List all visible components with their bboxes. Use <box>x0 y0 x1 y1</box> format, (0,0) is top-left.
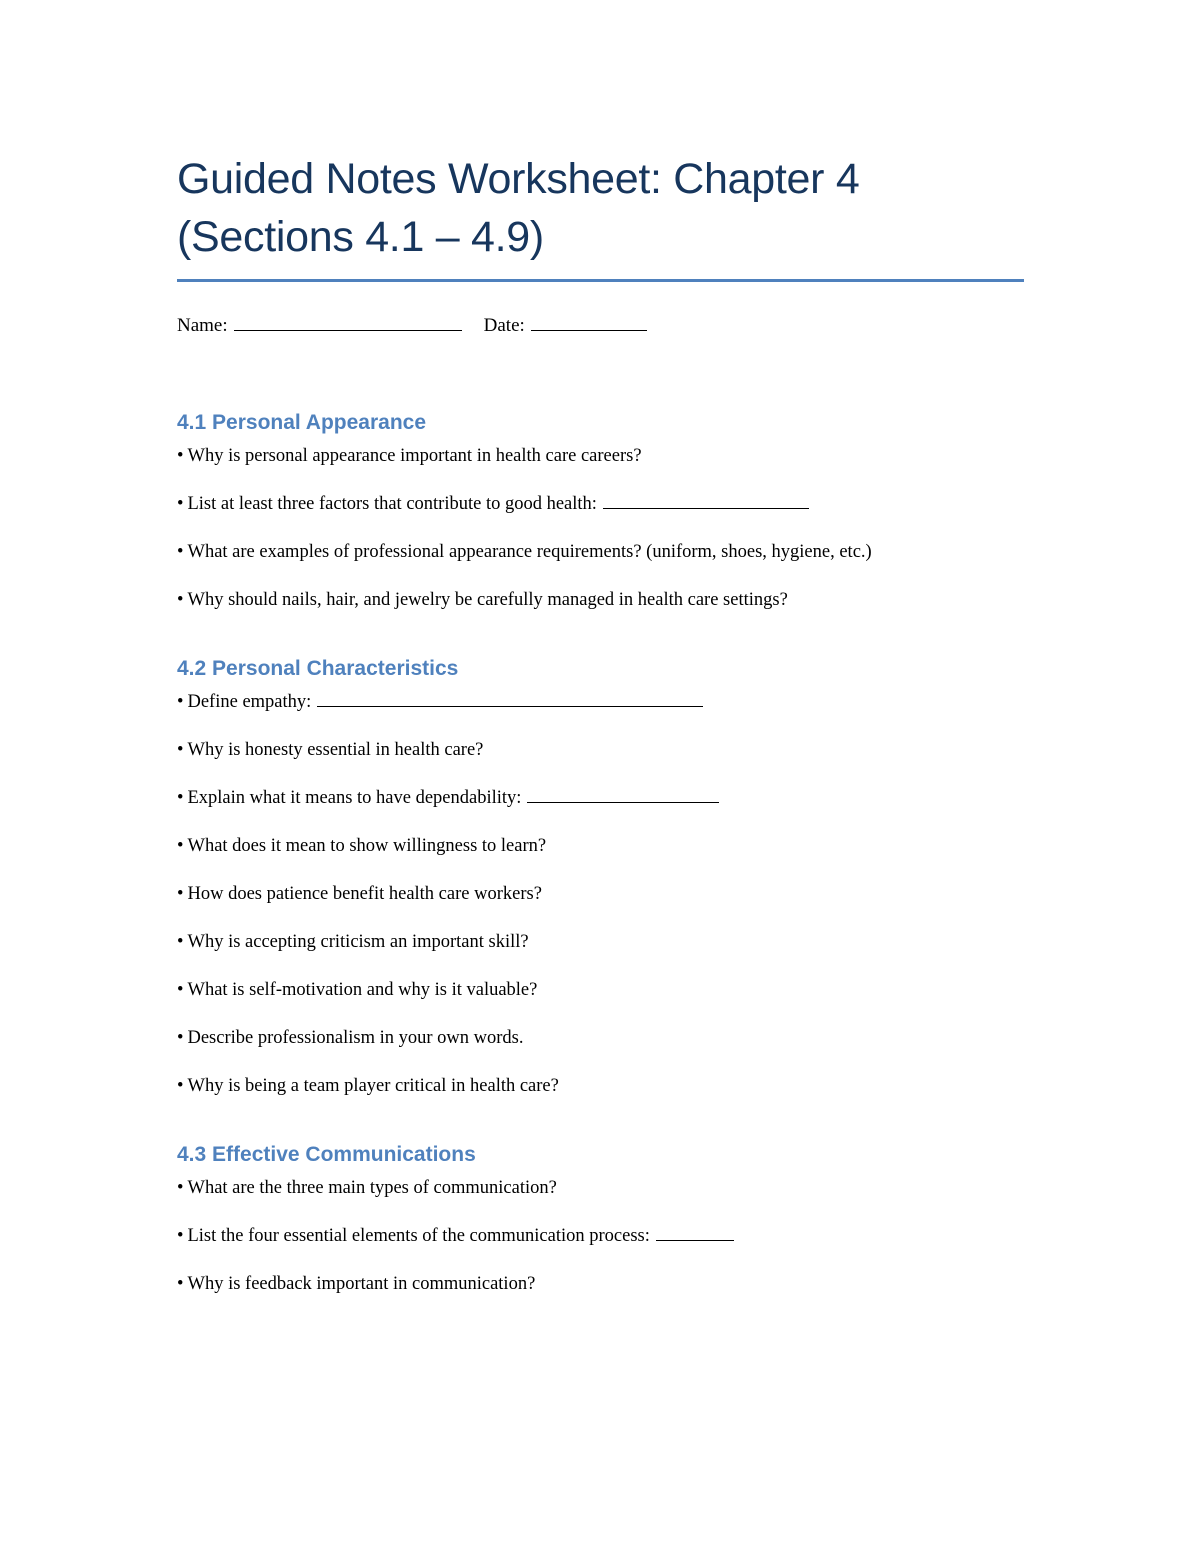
section-personal-appearance <box>177 409 1027 615</box>
question-text: List the four essential elements of the communication process: <box>187 1226 650 1246</box>
page-title <box>177 150 1027 266</box>
question-item <box>177 441 1007 471</box>
question-list <box>177 1173 1027 1299</box>
bullet-icon: • <box>177 1274 184 1294</box>
question-item <box>177 687 1007 717</box>
section-personal-characteristics <box>177 655 1027 1101</box>
section-effective-communications <box>177 1141 1027 1299</box>
bullet-icon: • <box>177 1226 184 1246</box>
question-list <box>177 441 1027 615</box>
date-blank[interactable] <box>531 312 647 331</box>
question-text: What are the three main types of communication? <box>187 1178 557 1198</box>
bullet-icon: • <box>177 1178 184 1198</box>
bullet-icon: • <box>177 590 184 610</box>
question-item <box>177 1071 1007 1101</box>
title-line-2: (Sections 4.1 – 4.9) <box>177 213 544 261</box>
question-item <box>177 1221 1007 1251</box>
question-text: Why is being a team player critical in health care? <box>187 1076 559 1096</box>
section-heading: 4.3 Effective Communications <box>177 1143 476 1166</box>
question-item <box>177 879 1007 909</box>
bullet-icon: • <box>177 980 184 1000</box>
question-text: What are examples of professional appearance requirements? (uniform, shoes, hygiene, etc.) <box>187 542 872 562</box>
section-heading: 4.2 Personal Characteristics <box>177 657 459 680</box>
question-item <box>177 1269 1007 1299</box>
answer-blank[interactable] <box>603 490 809 509</box>
question-text: Why is feedback important in communication? <box>187 1274 536 1294</box>
question-text: Why is accepting criticism an important skill? <box>187 932 529 952</box>
bullet-icon: • <box>177 494 184 514</box>
question-text: Define empathy: <box>187 692 312 712</box>
question-text: Why should nails, hair, and jewelry be carefully managed in health care settings? <box>187 590 788 610</box>
bullet-icon: • <box>177 1028 184 1048</box>
question-item <box>177 783 1007 813</box>
worksheet-page <box>177 150 1027 1317</box>
date-label: Date: <box>483 315 525 336</box>
question-text: What is self-motivation and why is it valuable? <box>187 980 538 1000</box>
name-blank[interactable] <box>234 312 462 331</box>
bullet-icon: • <box>177 542 184 562</box>
bullet-icon: • <box>177 740 184 760</box>
question-item <box>177 1173 1007 1203</box>
answer-blank[interactable] <box>656 1222 734 1241</box>
title-divider <box>177 279 1024 282</box>
question-item <box>177 585 1007 615</box>
bullet-icon: • <box>177 1076 184 1096</box>
section-heading: 4.1 Personal Appearance <box>177 411 427 434</box>
question-text: Explain what it means to have dependability: <box>187 788 522 808</box>
bullet-icon: • <box>177 446 184 466</box>
name-label: Name: <box>177 315 228 336</box>
question-item <box>177 927 1007 957</box>
title-line-1: Guided Notes Worksheet: Chapter 4 <box>177 155 860 203</box>
answer-blank[interactable] <box>317 688 703 707</box>
question-item <box>177 975 1007 1005</box>
question-text: Why is honesty essential in health care? <box>187 740 484 760</box>
bullet-icon: • <box>177 788 184 808</box>
question-text: How does patience benefit health care workers? <box>187 884 542 904</box>
question-item <box>177 1023 1007 1053</box>
question-text: List at least three factors that contribute to good health: <box>187 494 597 514</box>
question-item <box>177 489 1007 519</box>
question-text: Describe professionalism in your own words. <box>187 1028 524 1048</box>
question-text: Why is personal appearance important in health care careers? <box>187 446 642 466</box>
bullet-icon: • <box>177 836 184 856</box>
question-item <box>177 537 997 567</box>
question-item <box>177 735 1007 765</box>
bullet-icon: • <box>177 932 184 952</box>
answer-blank[interactable] <box>527 784 719 803</box>
question-list <box>177 687 1027 1101</box>
name-date-row <box>177 312 1027 339</box>
bullet-icon: • <box>177 692 184 712</box>
question-item <box>177 831 1007 861</box>
question-text: What does it mean to show willingness to learn? <box>187 836 547 856</box>
bullet-icon: • <box>177 884 184 904</box>
